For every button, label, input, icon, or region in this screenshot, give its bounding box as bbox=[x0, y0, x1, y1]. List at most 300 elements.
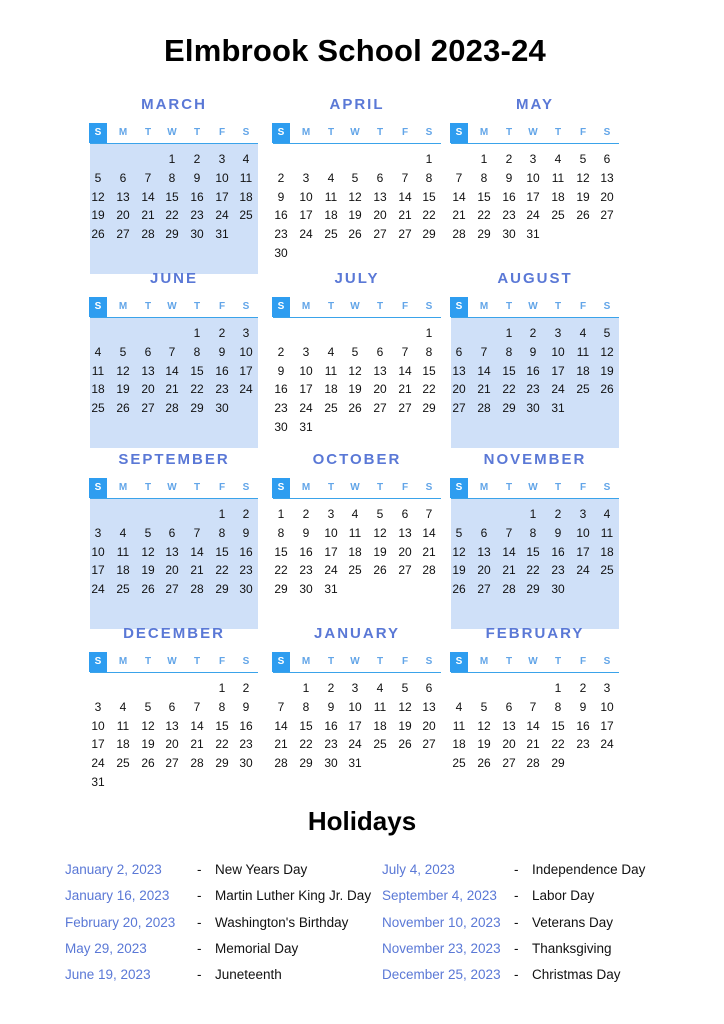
day-cell: 3 bbox=[302, 344, 310, 359]
day-cell: 21 bbox=[165, 382, 179, 397]
day-cell: 5 bbox=[455, 525, 463, 540]
day-cell: 22 bbox=[477, 208, 491, 223]
day-cell: 29 bbox=[477, 227, 491, 242]
day-cell: 27 bbox=[165, 756, 179, 771]
day-cell: 17 bbox=[215, 189, 229, 204]
month-march bbox=[90, 96, 258, 274]
day-cell: 4 bbox=[579, 326, 587, 340]
holiday-name: Veterans Day bbox=[532, 914, 614, 930]
day-cell: 24 bbox=[299, 401, 313, 416]
day-cell: 2 bbox=[529, 326, 537, 340]
day-cell: 1 bbox=[529, 507, 537, 521]
day-cell: 31 bbox=[526, 227, 540, 242]
day-cell: 6 bbox=[505, 699, 513, 714]
day-cell: 30 bbox=[274, 420, 288, 434]
day-cell: 12 bbox=[348, 363, 362, 378]
day-cell: 6 bbox=[376, 170, 384, 185]
day-cell: 24 bbox=[551, 382, 565, 397]
month-february bbox=[451, 625, 619, 803]
day-cell: 26 bbox=[576, 208, 590, 223]
day-cell: 21 bbox=[526, 737, 540, 752]
day-cell: 5 bbox=[480, 699, 488, 714]
month-april bbox=[273, 96, 441, 274]
day-cell: 15 bbox=[215, 718, 229, 733]
day-cell: 31 bbox=[299, 420, 313, 434]
day-cell: 30 bbox=[274, 246, 288, 260]
holiday-row bbox=[382, 966, 682, 984]
weekday-header: S bbox=[425, 656, 433, 667]
day-cell: 21 bbox=[398, 208, 412, 223]
weekday-header: T bbox=[327, 127, 335, 138]
day-cell: 1 bbox=[218, 507, 226, 521]
weekday-header-row bbox=[451, 123, 619, 144]
day-cell: 5 bbox=[603, 326, 611, 340]
day-cell: 11 bbox=[91, 363, 105, 378]
day-cell: 24 bbox=[239, 382, 253, 397]
day-cell: 12 bbox=[600, 344, 614, 359]
day-cell: 1 bbox=[480, 152, 488, 166]
day-cell: 22 bbox=[274, 563, 288, 578]
weekday-header: M bbox=[301, 482, 311, 493]
day-cell: 24 bbox=[91, 756, 105, 771]
day-cell: 19 bbox=[348, 208, 362, 223]
day-cell: 15 bbox=[215, 544, 229, 559]
weekday-header: S bbox=[450, 652, 468, 672]
holiday-name: Martin Luther King Jr. Day bbox=[215, 888, 372, 904]
day-cell: 8 bbox=[218, 525, 226, 540]
holiday-row bbox=[382, 861, 682, 879]
weekday-header: F bbox=[579, 301, 587, 312]
holiday-separator: - bbox=[514, 940, 519, 956]
weekday-header: F bbox=[401, 127, 409, 138]
day-cell: 3 bbox=[327, 507, 335, 521]
day-cell: 9 bbox=[242, 699, 250, 714]
day-cell: 20 bbox=[422, 718, 436, 733]
day-cell: 5 bbox=[351, 344, 359, 359]
weekday-header: S bbox=[242, 656, 250, 667]
day-cell: 5 bbox=[119, 344, 127, 359]
day-cell: 16 bbox=[274, 382, 288, 397]
day-cell: 7 bbox=[193, 525, 201, 540]
weekday-header: T bbox=[327, 301, 335, 312]
day-cell: 10 bbox=[348, 699, 362, 714]
day-cell: 22 bbox=[422, 208, 436, 223]
weekday-header-row bbox=[90, 652, 258, 673]
weekday-header: W bbox=[350, 301, 360, 312]
weekday-header: M bbox=[301, 656, 311, 667]
page-title: Elmbrook School 2023-24 bbox=[164, 33, 546, 68]
month-days bbox=[90, 499, 258, 629]
weekday-header: S bbox=[272, 652, 290, 672]
weekday-header: S bbox=[603, 656, 611, 667]
day-cell: 17 bbox=[526, 189, 540, 204]
month-days bbox=[451, 318, 619, 448]
day-cell: 5 bbox=[144, 525, 152, 540]
day-cell: 24 bbox=[299, 227, 313, 242]
day-cell: 21 bbox=[422, 544, 436, 559]
day-cell: 20 bbox=[373, 382, 387, 397]
day-cell: 8 bbox=[277, 525, 285, 540]
holiday-separator: - bbox=[514, 888, 519, 904]
holiday-date: February 20, 2023 bbox=[65, 914, 176, 930]
day-cell: 10 bbox=[576, 525, 590, 540]
day-cell: 20 bbox=[373, 208, 387, 223]
day-cell: 3 bbox=[579, 507, 587, 521]
weekday-header-row bbox=[451, 478, 619, 499]
day-cell: 24 bbox=[91, 582, 105, 597]
month-november bbox=[451, 451, 619, 629]
month-name: MARCH bbox=[141, 96, 207, 113]
weekday-header: S bbox=[603, 482, 611, 493]
day-cell: 24 bbox=[324, 563, 338, 578]
weekday-header: S bbox=[242, 301, 250, 312]
day-cell: 22 bbox=[551, 737, 565, 752]
day-cell: 28 bbox=[190, 582, 204, 597]
day-cell: 18 bbox=[348, 544, 362, 559]
holiday-row bbox=[382, 940, 682, 958]
weekday-header-row bbox=[451, 652, 619, 673]
month-days bbox=[273, 499, 441, 629]
day-cell: 21 bbox=[477, 382, 491, 397]
day-cell: 19 bbox=[116, 382, 130, 397]
day-cell: 17 bbox=[91, 563, 105, 578]
day-cell: 28 bbox=[422, 563, 436, 578]
day-cell: 5 bbox=[401, 681, 409, 695]
holidays-heading: Holidays bbox=[307, 806, 417, 836]
weekday-header: W bbox=[528, 482, 538, 493]
day-cell: 3 bbox=[603, 681, 611, 695]
day-cell: 24 bbox=[215, 208, 229, 223]
day-cell: 9 bbox=[193, 170, 201, 185]
weekday-header: T bbox=[376, 482, 384, 493]
day-cell: 15 bbox=[274, 544, 288, 559]
month-name: OCTOBER bbox=[312, 451, 402, 468]
day-cell: 6 bbox=[144, 344, 152, 359]
day-cell: 1 bbox=[302, 681, 310, 695]
day-cell: 6 bbox=[401, 507, 409, 521]
day-cell: 13 bbox=[600, 170, 614, 185]
day-cell: 7 bbox=[529, 699, 537, 714]
day-cell: 14 bbox=[452, 189, 466, 204]
month-january bbox=[273, 625, 441, 803]
weekday-header: F bbox=[218, 482, 226, 493]
day-cell: 27 bbox=[116, 227, 130, 242]
day-cell: 2 bbox=[277, 344, 285, 359]
day-cell: 12 bbox=[91, 189, 105, 204]
weekday-header: W bbox=[350, 127, 360, 138]
day-cell: 23 bbox=[239, 563, 253, 578]
day-cell: 21 bbox=[190, 737, 204, 752]
day-cell: 10 bbox=[215, 170, 229, 185]
holiday-name: Christmas Day bbox=[532, 967, 621, 983]
day-cell: 21 bbox=[502, 563, 516, 578]
day-cell: 20 bbox=[477, 563, 491, 578]
month-days bbox=[451, 673, 619, 803]
weekday-header: M bbox=[301, 127, 311, 138]
holiday-separator: - bbox=[514, 914, 519, 930]
weekday-header: S bbox=[89, 652, 107, 672]
weekday-header: T bbox=[327, 482, 335, 493]
day-cell: 20 bbox=[398, 544, 412, 559]
day-cell: 25 bbox=[576, 382, 590, 397]
day-cell: 29 bbox=[299, 756, 313, 771]
weekday-header: S bbox=[242, 482, 250, 493]
day-cell: 17 bbox=[299, 382, 313, 397]
day-cell: 16 bbox=[299, 544, 313, 559]
holiday-row bbox=[65, 914, 365, 932]
day-cell: 8 bbox=[425, 170, 433, 185]
day-cell: 26 bbox=[91, 227, 105, 242]
day-cell: 11 bbox=[116, 718, 130, 733]
day-cell: 11 bbox=[551, 170, 565, 185]
day-cell: 11 bbox=[324, 363, 338, 378]
holiday-row bbox=[65, 940, 365, 958]
holiday-separator: - bbox=[197, 940, 202, 956]
day-cell: 27 bbox=[502, 756, 516, 771]
day-cell: 13 bbox=[452, 363, 466, 378]
weekday-header: T bbox=[505, 301, 513, 312]
day-cell: 3 bbox=[554, 326, 562, 340]
day-cell: 30 bbox=[190, 227, 204, 242]
day-cell: 30 bbox=[239, 756, 253, 771]
day-cell: 1 bbox=[277, 507, 285, 521]
day-cell: 19 bbox=[452, 563, 466, 578]
day-cell: 10 bbox=[299, 363, 313, 378]
day-cell: 1 bbox=[505, 326, 513, 340]
weekday-header: W bbox=[528, 127, 538, 138]
weekday-header: S bbox=[603, 301, 611, 312]
weekday-header-row bbox=[451, 297, 619, 318]
day-cell: 5 bbox=[144, 699, 152, 714]
day-cell: 19 bbox=[398, 718, 412, 733]
day-cell: 2 bbox=[277, 170, 285, 185]
weekday-header: M bbox=[118, 656, 128, 667]
day-cell: 22 bbox=[190, 382, 204, 397]
day-cell: 26 bbox=[116, 401, 130, 416]
weekday-header: T bbox=[193, 127, 201, 138]
day-cell: 19 bbox=[91, 208, 105, 223]
weekday-header: T bbox=[505, 656, 513, 667]
weekday-header: S bbox=[450, 478, 468, 498]
holiday-date: September 4, 2023 bbox=[382, 888, 497, 904]
day-cell: 12 bbox=[116, 363, 130, 378]
day-cell: 15 bbox=[477, 189, 491, 204]
day-cell: 25 bbox=[91, 401, 105, 416]
month-days bbox=[273, 673, 441, 803]
day-cell: 17 bbox=[324, 544, 338, 559]
day-cell: 25 bbox=[324, 227, 338, 242]
day-cell: 21 bbox=[141, 208, 155, 223]
day-cell: 9 bbox=[242, 525, 250, 540]
month-name: SEPTEMBER bbox=[118, 451, 230, 468]
day-cell: 26 bbox=[141, 582, 155, 597]
weekday-header: F bbox=[579, 127, 587, 138]
month-days bbox=[273, 318, 441, 448]
day-cell: 22 bbox=[215, 737, 229, 752]
weekday-header-row bbox=[90, 478, 258, 499]
weekday-header: M bbox=[479, 301, 489, 312]
day-cell: 7 bbox=[505, 525, 513, 540]
day-cell: 14 bbox=[165, 363, 179, 378]
weekday-header: W bbox=[528, 301, 538, 312]
month-august bbox=[451, 270, 619, 448]
day-cell: 3 bbox=[218, 152, 226, 166]
day-cell: 26 bbox=[373, 563, 387, 578]
day-cell: 4 bbox=[327, 344, 335, 359]
day-cell: 15 bbox=[190, 363, 204, 378]
weekday-header: F bbox=[218, 656, 226, 667]
weekday-header: T bbox=[144, 301, 152, 312]
day-cell: 18 bbox=[600, 544, 614, 559]
day-cell: 4 bbox=[351, 507, 359, 521]
day-cell: 9 bbox=[554, 525, 562, 540]
day-cell: 16 bbox=[190, 189, 204, 204]
day-cell: 23 bbox=[299, 563, 313, 578]
day-cell: 16 bbox=[502, 189, 516, 204]
weekday-header: T bbox=[144, 656, 152, 667]
day-cell: 28 bbox=[274, 756, 288, 771]
day-cell: 17 bbox=[600, 718, 614, 733]
day-cell: 14 bbox=[398, 189, 412, 204]
weekday-header: F bbox=[401, 482, 409, 493]
day-cell: 28 bbox=[452, 227, 466, 242]
day-cell: 23 bbox=[274, 227, 288, 242]
day-cell: 13 bbox=[502, 718, 516, 733]
day-cell: 9 bbox=[302, 525, 310, 540]
holiday-name: Memorial Day bbox=[215, 940, 299, 956]
day-cell: 19 bbox=[348, 382, 362, 397]
day-cell: 4 bbox=[242, 152, 250, 166]
weekday-header: T bbox=[144, 127, 152, 138]
day-cell: 20 bbox=[165, 737, 179, 752]
day-cell: 29 bbox=[422, 401, 436, 416]
day-cell: 2 bbox=[554, 507, 562, 521]
day-cell: 23 bbox=[324, 737, 338, 752]
day-cell: 23 bbox=[274, 401, 288, 416]
weekday-header: M bbox=[479, 656, 489, 667]
month-may bbox=[451, 96, 619, 274]
day-cell: 10 bbox=[551, 344, 565, 359]
day-cell: 28 bbox=[477, 401, 491, 416]
weekday-header: S bbox=[450, 123, 468, 143]
day-cell: 10 bbox=[91, 718, 105, 733]
day-cell: 25 bbox=[600, 563, 614, 578]
weekday-header: T bbox=[193, 482, 201, 493]
weekday-header: S bbox=[89, 123, 107, 143]
day-cell: 26 bbox=[348, 401, 362, 416]
day-cell: 25 bbox=[324, 401, 338, 416]
day-cell: 8 bbox=[505, 344, 513, 359]
day-cell: 25 bbox=[551, 208, 565, 223]
weekday-header: S bbox=[425, 301, 433, 312]
day-cell: 5 bbox=[376, 507, 384, 521]
weekday-header: W bbox=[167, 127, 177, 138]
holiday-separator: - bbox=[197, 862, 202, 877]
holiday-date: November 10, 2023 bbox=[382, 914, 501, 930]
weekday-header: T bbox=[554, 127, 562, 138]
day-cell: 20 bbox=[452, 382, 466, 397]
weekday-header: T bbox=[193, 656, 201, 667]
day-cell: 10 bbox=[324, 525, 338, 540]
day-cell: 27 bbox=[452, 401, 466, 416]
day-cell: 28 bbox=[165, 401, 179, 416]
holiday-row bbox=[65, 887, 372, 905]
day-cell: 8 bbox=[554, 699, 562, 714]
day-cell: 19 bbox=[373, 544, 387, 559]
day-cell: 27 bbox=[422, 737, 436, 752]
weekday-header-row bbox=[273, 297, 441, 318]
weekday-header: S bbox=[425, 127, 433, 138]
weekday-header: W bbox=[350, 656, 360, 667]
weekday-header: S bbox=[89, 297, 107, 317]
day-cell: 30 bbox=[526, 401, 540, 416]
day-cell: 9 bbox=[277, 189, 285, 204]
day-cell: 6 bbox=[455, 344, 463, 359]
day-cell: 29 bbox=[190, 401, 204, 416]
day-cell: 30 bbox=[239, 582, 253, 597]
day-cell: 19 bbox=[141, 737, 155, 752]
day-cell: 6 bbox=[480, 525, 488, 540]
month-days bbox=[90, 673, 258, 803]
day-cell: 6 bbox=[376, 344, 384, 359]
weekday-header: T bbox=[554, 301, 562, 312]
holiday-name: Washington's Birthday bbox=[215, 914, 349, 930]
weekday-header: S bbox=[603, 127, 611, 138]
day-cell: 29 bbox=[215, 582, 229, 597]
day-cell: 18 bbox=[452, 737, 466, 752]
day-cell: 30 bbox=[551, 582, 565, 597]
day-cell: 16 bbox=[215, 363, 229, 378]
weekday-header: T bbox=[505, 482, 513, 493]
day-cell: 18 bbox=[116, 737, 130, 752]
day-cell: 26 bbox=[600, 382, 614, 397]
month-name: FEBRUARY bbox=[485, 625, 585, 642]
day-cell: 25 bbox=[452, 756, 466, 771]
day-cell: 29 bbox=[215, 756, 229, 771]
day-cell: 7 bbox=[277, 699, 285, 714]
day-cell: 9 bbox=[505, 170, 513, 185]
weekday-header: W bbox=[350, 482, 360, 493]
day-cell: 15 bbox=[526, 544, 540, 559]
weekday-header: T bbox=[376, 301, 384, 312]
weekday-header: T bbox=[505, 127, 513, 138]
holiday-row bbox=[382, 914, 682, 932]
holiday-date: January 16, 2023 bbox=[65, 888, 170, 904]
day-cell: 12 bbox=[141, 544, 155, 559]
weekday-header: M bbox=[301, 301, 311, 312]
day-cell: 2 bbox=[242, 507, 250, 521]
holiday-date: May 29, 2023 bbox=[65, 940, 147, 956]
day-cell: 15 bbox=[551, 718, 565, 733]
day-cell: 27 bbox=[600, 208, 614, 223]
day-cell: 28 bbox=[502, 582, 516, 597]
holiday-date: June 19, 2023 bbox=[65, 967, 151, 983]
month-name: JULY bbox=[334, 270, 380, 287]
day-cell: 13 bbox=[373, 189, 387, 204]
day-cell: 11 bbox=[452, 718, 466, 733]
weekday-header: M bbox=[479, 482, 489, 493]
weekday-header: F bbox=[401, 301, 409, 312]
day-cell: 4 bbox=[376, 681, 384, 695]
day-cell: 7 bbox=[480, 344, 488, 359]
day-cell: 8 bbox=[218, 699, 226, 714]
day-cell: 25 bbox=[373, 737, 387, 752]
day-cell: 3 bbox=[94, 699, 102, 714]
day-cell: 31 bbox=[91, 775, 105, 789]
month-name: JANUARY bbox=[314, 625, 400, 642]
month-days bbox=[451, 144, 619, 274]
day-cell: 2 bbox=[327, 681, 335, 695]
